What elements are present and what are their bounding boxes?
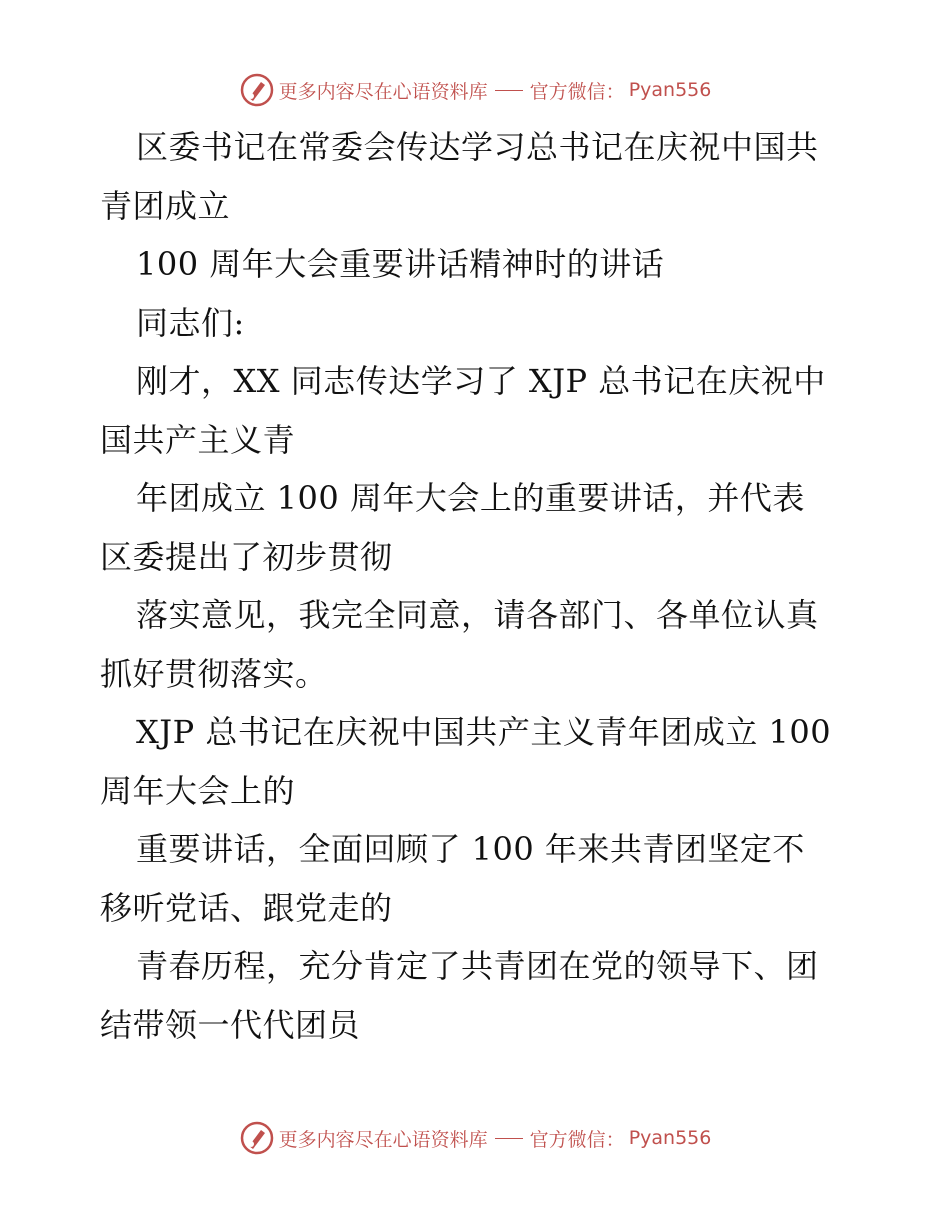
text-line: 同志们: [136, 303, 245, 342]
header-watermark [0, 70, 950, 110]
text-line: XJP 总书记在庆祝中国共产主义青年团成立 100 [136, 713, 832, 751]
watermark-text: 更多内容尽在心语资料库 [278, 80, 488, 103]
text-line: 周年大会上的 [100, 771, 296, 810]
footer-watermark [0, 1118, 950, 1158]
watermark-suffix: 官方微信： [529, 80, 625, 103]
watermark-text: 更多内容尽在心语资料库 [278, 1128, 488, 1151]
text-line: 区委书记在常委会传达学习总书记在庆祝中国共 [136, 128, 819, 166]
watermark-suffix: 官方微信： [529, 1128, 625, 1151]
text-line: 重要讲话，全面回顾了 100 年来共青团坚定不 [136, 830, 805, 868]
logo-icon [239, 1120, 275, 1156]
text-line: 100 周年大会重要讲话精神时的讲话 [136, 245, 665, 283]
watermark-dash [495, 90, 523, 91]
watermark-dash [495, 1138, 523, 1139]
text-line: 落实意见，我完全同意，请各部门、各单位认真 [136, 596, 819, 634]
watermark-id: Pyan556 [628, 1127, 712, 1149]
document-body [100, 118, 852, 1054]
watermark-id: Pyan556 [628, 79, 712, 101]
text-line: 刚才，XX 同志传达学习了 XJP 总书记在庆祝中 [136, 362, 826, 400]
text-line: 区委提出了初步贯彻 [100, 537, 393, 576]
text-line: 国共产主义青 [100, 420, 296, 459]
text-line: 青团成立 [100, 186, 231, 225]
text-line: 年团成立 100 周年大会上的重要讲话，并代表 [136, 479, 805, 517]
text-line: 抓好贯彻落实。 [100, 654, 328, 693]
logo-icon [239, 72, 275, 108]
text-line: 青春历程，充分肯定了共青团在党的领导下、团 [136, 947, 819, 985]
text-line: 移听党话、跟党走的 [100, 888, 393, 927]
text-line: 结带领一代代团员 [100, 1005, 361, 1044]
